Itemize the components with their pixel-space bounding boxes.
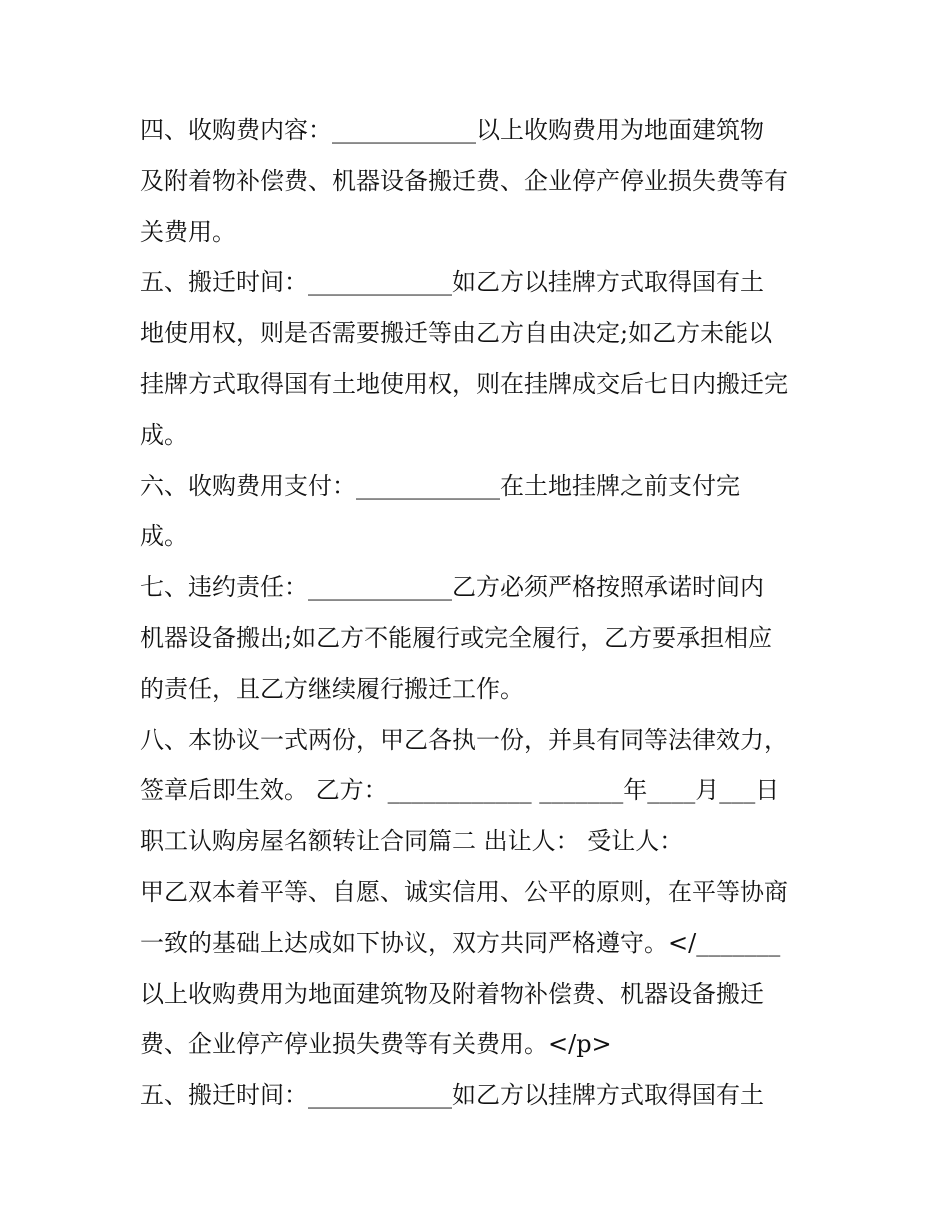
- text-line: 机器设备搬出;如乙方不能履行或完全履行，乙方要承担相应: [140, 623, 773, 652]
- text-line: 以上收购费用为地面建筑物及附着物补偿费、机器设备搬迁: [140, 979, 764, 1008]
- text-line: 费、企业停产停业损失费等有关费用。</p>: [140, 1030, 612, 1059]
- text-line: 地使用权，则是否需要搬迁等由乙方自由决定;如乙方未能以: [140, 319, 773, 348]
- text-line: 职工认购房屋名额转让合同篇二 出让人： 受让人：: [140, 827, 684, 856]
- text-line: 的责任，且乙方继续履行搬迁工作。: [140, 674, 524, 703]
- text-line: 五、搬迁时间：____________如乙方以挂牌方式取得国有土: [140, 268, 764, 297]
- text-line: 挂牌方式取得国有土地使用权，则在挂牌成交后七日内搬迁完: [140, 369, 788, 398]
- text-line: 四、收购费内容：____________以上收购费用为地面建筑物: [140, 116, 764, 144]
- text-line: 五、搬迁时间：____________如乙方以挂牌方式取得国有土: [140, 1081, 764, 1110]
- text-line: 甲乙双本着平等、自愿、诚实信用、公平的原则，在平等协商: [140, 877, 788, 906]
- document-body: [140, 105, 820, 1121]
- text-line: 关费用。: [140, 217, 236, 246]
- text-line: 六、收购费用支付：____________在土地挂牌之前支付完: [140, 471, 740, 500]
- text-line: 及附着物补偿费、机器设备搬迁费、企业停产停业损失费等有: [140, 166, 788, 195]
- text-line: 成。: [140, 522, 188, 551]
- text-line: 八、本协议一式两份，甲乙各执一份，并具有同等法律效力，: [140, 725, 788, 754]
- text-line: 签章后即生效。 乙方：____________ _______年____月___日: [140, 776, 780, 805]
- text-line: 成。: [140, 420, 188, 449]
- text-line: 七、违约责任：____________乙方必须严格按照承诺时间内: [140, 573, 764, 602]
- text-line: 一致的基础上达成如下协议，双方共同严格遵守。</_______: [140, 928, 781, 957]
